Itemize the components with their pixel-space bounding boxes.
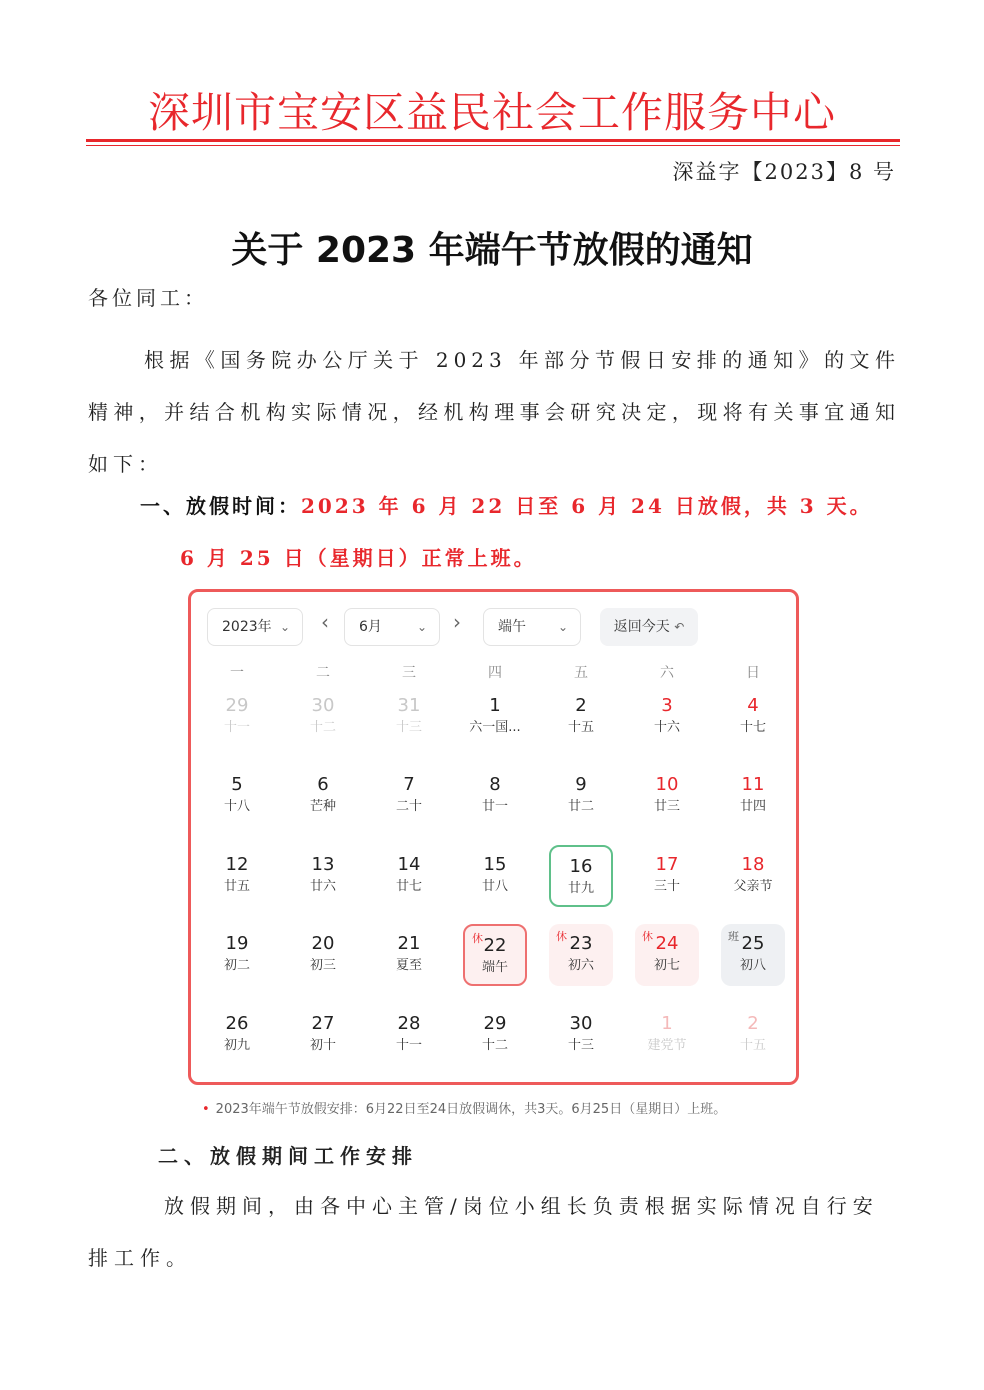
calendar-day[interactable]: [205, 765, 269, 827]
calendar-day[interactable]: [291, 924, 355, 986]
calendar-day[interactable]: [549, 686, 613, 748]
day-number: 11: [741, 774, 765, 795]
day-lunar-label: 十二: [309, 720, 336, 735]
organization-name: 深圳市宝安区益民社会工作服务中心: [147, 88, 836, 137]
holiday-tag: 休: [472, 932, 483, 945]
bullet-dot-icon: •: [202, 1102, 210, 1117]
back-to-today-button[interactable]: [600, 608, 698, 646]
calendar-day[interactable]: [721, 686, 785, 748]
next-month-icon[interactable]: ›: [453, 610, 461, 634]
notice-title: 关于 2023 年端午节放假的通知: [231, 230, 753, 271]
day-number: 15: [483, 854, 507, 875]
day-lunar-label: 建党节: [647, 1038, 687, 1053]
day-lunar-label: 十八: [223, 799, 250, 814]
weekday-tue: 二: [316, 665, 330, 681]
day-lunar-label: 父亲节: [733, 879, 773, 894]
day-number: 4: [747, 695, 759, 716]
day-lunar-label: 十二: [481, 1038, 508, 1053]
day-number: 29: [225, 695, 249, 716]
day-lunar-label: 初八: [739, 958, 766, 973]
day-number: 20: [311, 933, 335, 954]
chevron-down-icon: ⌄: [416, 620, 427, 634]
calendar-footnote-text: 2023年端午节放假安排：6月22日至24日放假调休，共3天。6月25日（星期日）上班。: [215, 1102, 727, 1117]
day-number: 10: [655, 774, 679, 795]
calendar-day[interactable]: [549, 765, 613, 827]
day-number: 31: [397, 695, 421, 716]
calendar-day[interactable]: [549, 845, 613, 907]
day-lunar-label: 初七: [653, 958, 680, 973]
day-lunar-label: 初三: [309, 958, 336, 973]
day-lunar-label: 廿八: [481, 879, 508, 894]
day-number: 17: [655, 854, 679, 875]
day-number: 2: [575, 695, 587, 716]
day-number: 12: [225, 854, 249, 875]
calendar-day[interactable]: [635, 686, 699, 748]
calendar-day[interactable]: [463, 1004, 527, 1066]
calendar-day[interactable]: [549, 924, 613, 986]
day-number: 21: [397, 933, 421, 954]
month-select[interactable]: [344, 608, 440, 646]
day-lunar-label: 十一: [395, 1038, 422, 1053]
day-lunar-label: 廿九: [567, 881, 594, 896]
calendar-day[interactable]: [205, 924, 269, 986]
day-number: 2: [747, 1013, 759, 1034]
weekday-sat: 六: [660, 665, 674, 681]
day-lunar-label: 十三: [395, 720, 422, 735]
day-lunar-label: 初二: [223, 958, 250, 973]
day-number: 27: [311, 1013, 335, 1034]
chevron-down-icon: ⌄: [557, 620, 568, 634]
calendar-day[interactable]: [377, 845, 441, 907]
weekday-thu: 四: [488, 665, 502, 681]
day-lunar-label: 六一国...: [469, 720, 521, 735]
section2-heading: 二、放假期间工作安排: [158, 1144, 418, 1168]
year-select-value: 2023年: [222, 619, 272, 635]
weekday-wed: 三: [402, 665, 416, 681]
calendar-day[interactable]: [205, 1004, 269, 1066]
header-rule-thin: [86, 145, 900, 146]
day-number: 7: [403, 774, 415, 795]
month-select-value: 6月: [359, 619, 382, 635]
section1-dates: 2023 年 6 月 22 日至 6 月 24 日放假，共 3 天。: [301, 494, 873, 518]
chevron-down-icon: ⌄: [279, 620, 290, 634]
calendar-day[interactable]: [291, 686, 355, 748]
intro-paragraph: 根据《国务院办公厅关于 2023 年部分节假日安排的通知》的文件精神，并结合机构实际情况，经机构理事会研究决定，现将有关事宜通知如下：: [88, 348, 900, 476]
day-lunar-label: 十七: [739, 720, 766, 735]
calendar-day[interactable]: [377, 686, 441, 748]
day-lunar-label: 夏至: [395, 958, 422, 973]
holiday-select-value: 端午: [498, 619, 526, 635]
calendar-day[interactable]: [205, 686, 269, 748]
prev-month-icon[interactable]: ‹: [321, 610, 329, 634]
section1-label: 一、放假时间：: [140, 494, 301, 518]
holiday-calendar: [188, 589, 799, 1085]
calendar-day[interactable]: [377, 1004, 441, 1066]
day-lunar-label: 十五: [567, 720, 594, 735]
weekday-sun: 日: [746, 665, 760, 681]
section2-paragraph: 放假期间，由各中心主管/岗位小组长负责根据实际情况自行安排工作。: [88, 1194, 879, 1270]
day-number: 18: [741, 854, 765, 875]
day-lunar-label: 廿四: [739, 799, 766, 814]
day-lunar-label: 廿三: [653, 799, 680, 814]
calendar-day[interactable]: [291, 845, 355, 907]
calendar-footnote: [202, 1098, 726, 1117]
day-number: 22: [483, 935, 507, 956]
day-number: 28: [397, 1013, 421, 1034]
calendar-day[interactable]: [463, 924, 527, 986]
section1-workday: 6 月 25 日（星期日）正常上班。: [180, 546, 537, 570]
holiday-tag: 休: [556, 930, 567, 943]
day-number: 26: [225, 1013, 249, 1034]
day-lunar-label: 廿一: [481, 799, 508, 814]
calendar-day[interactable]: [463, 686, 527, 748]
day-number: 24: [655, 933, 679, 954]
calendar-day[interactable]: [291, 765, 355, 827]
day-number: 23: [569, 933, 593, 954]
day-number: 30: [311, 695, 335, 716]
day-lunar-label: 十一: [223, 720, 250, 735]
day-lunar-label: 初六: [567, 958, 594, 973]
day-number: 1: [489, 695, 501, 716]
calendar-day[interactable]: [463, 765, 527, 827]
weekday-mon: 一: [230, 665, 244, 681]
day-lunar-label: 廿二: [567, 799, 594, 814]
day-lunar-label: 廿五: [223, 879, 250, 894]
day-number: 14: [397, 854, 421, 875]
header-rule-thick: [86, 139, 900, 142]
holiday-select[interactable]: [483, 608, 581, 646]
day-number: 5: [231, 774, 243, 795]
day-number: 3: [661, 695, 673, 716]
day-number: 29: [483, 1013, 507, 1034]
day-lunar-label: 廿六: [309, 879, 336, 894]
calendar-day[interactable]: [463, 845, 527, 907]
back-to-today-label: 返回今天: [613, 619, 670, 635]
document-number: 深益字【2023】8 号: [672, 160, 896, 184]
day-number: 8: [489, 774, 501, 795]
calendar-day[interactable]: [635, 765, 699, 827]
day-number: 30: [569, 1013, 593, 1034]
day-lunar-label: 十三: [567, 1038, 594, 1053]
calendar-day[interactable]: [635, 1004, 699, 1066]
calendar-day[interactable]: [721, 845, 785, 907]
workday-tag: 班: [728, 930, 739, 943]
day-lunar-label: 芒种: [309, 799, 336, 814]
year-select[interactable]: [207, 608, 303, 646]
section1-line: [140, 490, 873, 519]
day-number: 19: [225, 933, 249, 954]
calendar-day[interactable]: [721, 1004, 785, 1066]
day-number: 6: [317, 774, 329, 795]
calendar-day[interactable]: [377, 924, 441, 986]
return-icon: ↶: [674, 620, 685, 634]
day-lunar-label: 初十: [309, 1038, 336, 1053]
calendar-day[interactable]: [291, 1004, 355, 1066]
day-lunar-label: 廿七: [395, 879, 422, 894]
day-lunar-label: 二十: [395, 799, 422, 814]
calendar-day[interactable]: [635, 924, 699, 986]
day-lunar-label: 初九: [223, 1038, 250, 1053]
calendar-day[interactable]: [549, 1004, 613, 1066]
day-lunar-label: 十六: [653, 720, 680, 735]
calendar-day[interactable]: [635, 845, 699, 907]
day-lunar-label: 十五: [739, 1038, 766, 1053]
calendar-day[interactable]: [721, 765, 785, 827]
calendar-day[interactable]: [377, 765, 441, 827]
day-lunar-label: 端午: [481, 960, 508, 975]
holiday-tag: 休: [642, 930, 653, 943]
day-number: 9: [575, 774, 587, 795]
day-lunar-label: 三十: [653, 879, 680, 894]
calendar-day[interactable]: [205, 845, 269, 907]
weekday-fri: 五: [574, 665, 588, 681]
calendar-day[interactable]: [721, 924, 785, 986]
day-number: 25: [741, 933, 765, 954]
day-number: 16: [569, 856, 593, 877]
day-number: 1: [661, 1013, 673, 1034]
day-number: 13: [311, 854, 335, 875]
salutation: 各位同工：: [88, 286, 208, 310]
